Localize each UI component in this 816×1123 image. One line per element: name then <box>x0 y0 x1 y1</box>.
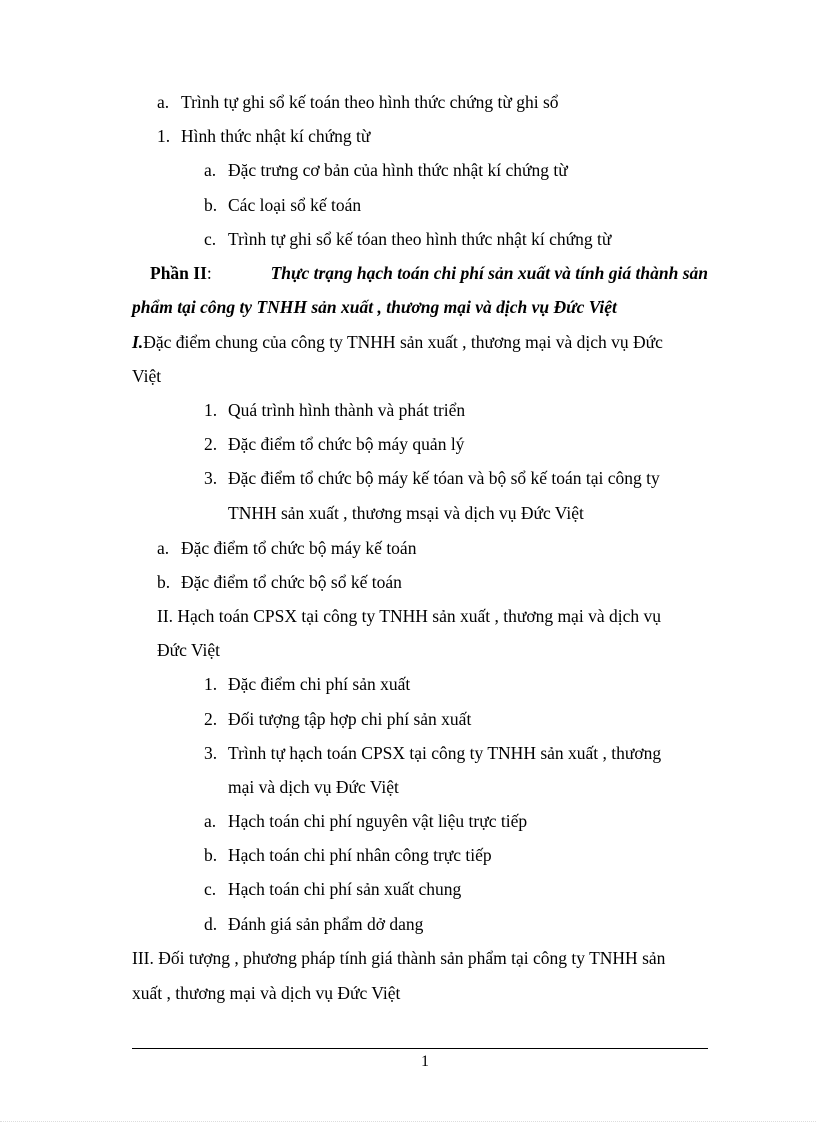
part-title-line2: phẩm tại công ty TNHH sản xuất , thương mại và dịch vụ Đức Việt <box>132 297 617 317</box>
section-heading-text: Đặc điểm chung của công ty TNHH sản xuất , thương mại và dịch vụ Đức <box>143 332 663 352</box>
list-marker: b. <box>204 195 218 215</box>
section-heading-cont: Việt <box>132 366 162 386</box>
list-item-text: Các loại sổ kế toán <box>228 195 362 215</box>
list-marker: 2. <box>204 434 218 454</box>
part-colon: : <box>206 263 212 283</box>
section-heading: II. Hạch toán CPSX tại công ty TNHH sản xuất , thương mại và dịch vụ <box>157 606 661 626</box>
part-title-line1: Thực trạng hạch toán chi phí sản xuất và tính giá thành sản <box>270 263 708 283</box>
list-marker: 1. <box>157 126 171 146</box>
list-item <box>157 126 370 146</box>
list-item-text: Đặc điểm tổ chức bộ sổ kế toán <box>181 572 402 592</box>
page-number: 1 <box>421 1053 429 1070</box>
list-item <box>157 538 416 558</box>
section-heading-cont: Đức Việt <box>157 640 221 660</box>
list-item-text: Đối tượng tập hợp chi phí sản xuất <box>228 709 472 729</box>
list-item-text: Quá trình hình thành và phát triển <box>228 400 466 420</box>
list-item <box>204 400 465 420</box>
list-marker: b. <box>157 572 171 592</box>
list-item-text: Đặc điểm tổ chức bộ máy kế toán <box>181 538 417 558</box>
part-heading <box>150 263 708 283</box>
list-marker: c. <box>204 879 217 899</box>
list-marker: 3. <box>204 468 218 488</box>
list-item-text: Hạch toán chi phí sản xuất chung <box>228 879 462 899</box>
list-item <box>204 229 611 249</box>
list-marker: 2. <box>204 709 218 729</box>
list-item-text: Hình thức nhật kí chứng từ <box>181 126 371 146</box>
section-heading <box>132 332 708 352</box>
list-marker: a. <box>204 160 217 180</box>
list-marker: 1. <box>204 400 218 420</box>
list-item <box>204 811 527 831</box>
list-marker: 1. <box>204 674 218 694</box>
list-item-text: Trình tự ghi sổ kế toán theo hình thức chứng từ ghi sổ <box>181 92 559 112</box>
part-label: Phần II <box>150 263 207 283</box>
list-item <box>204 160 568 180</box>
list-item <box>204 674 410 694</box>
list-item-text: Đánh giá sản phẩm dở dang <box>228 914 424 934</box>
section-heading: III. Đối tượng , phương pháp tính giá thành sản phẩm tại công ty TNHH sản <box>132 948 666 968</box>
list-item-text: Trình tự hạch toán CPSX tại công ty TNHH sản xuất , thương <box>228 743 662 763</box>
list-item <box>204 914 423 934</box>
list-item-text: Hạch toán chi phí nguyên vật liệu trực tiếp <box>228 811 528 831</box>
list-marker: d. <box>204 914 218 934</box>
list-marker: 3. <box>204 743 218 763</box>
list-item <box>204 434 464 454</box>
section-numeral: I. <box>132 332 144 352</box>
list-item <box>204 709 471 729</box>
list-item <box>204 879 461 899</box>
list-item <box>204 743 661 763</box>
page-bottom-edge <box>0 1121 816 1122</box>
list-marker: a. <box>204 811 217 831</box>
list-item-text: Đặc điểm tổ chức bộ máy kế tóan và bộ sổ kế toán tại công ty <box>228 468 660 488</box>
list-marker: b. <box>204 845 218 865</box>
list-marker: a. <box>157 92 170 112</box>
part-heading-lead <box>150 263 212 283</box>
list-item <box>204 195 361 215</box>
footer-rule <box>132 1048 708 1049</box>
list-item-text: Đặc điểm chi phí sản xuất <box>228 674 411 694</box>
list-marker: c. <box>204 229 217 249</box>
list-item <box>157 92 559 112</box>
list-marker: a. <box>157 538 170 558</box>
list-item <box>204 845 492 865</box>
list-item-text: Trình tự ghi sổ kế tóan theo hình thức nhật kí chứng từ <box>228 229 612 249</box>
section-heading-cont: xuất , thương mại và dịch vụ Đức Việt <box>132 983 401 1003</box>
list-item-text: Đặc trưng cơ bản của hình thức nhật kí chứng từ <box>228 160 568 180</box>
list-item-cont: TNHH sản xuất , thương msại và dịch vụ Đức Việt <box>228 503 584 523</box>
list-item-text: Hạch toán chi phí nhân công trực tiếp <box>228 845 492 865</box>
list-item-cont: mại và dịch vụ Đức Việt <box>228 777 399 797</box>
list-item-text: Đặc điểm tổ chức bộ máy quản lý <box>228 434 465 454</box>
list-item <box>157 572 402 592</box>
list-item <box>204 468 708 488</box>
